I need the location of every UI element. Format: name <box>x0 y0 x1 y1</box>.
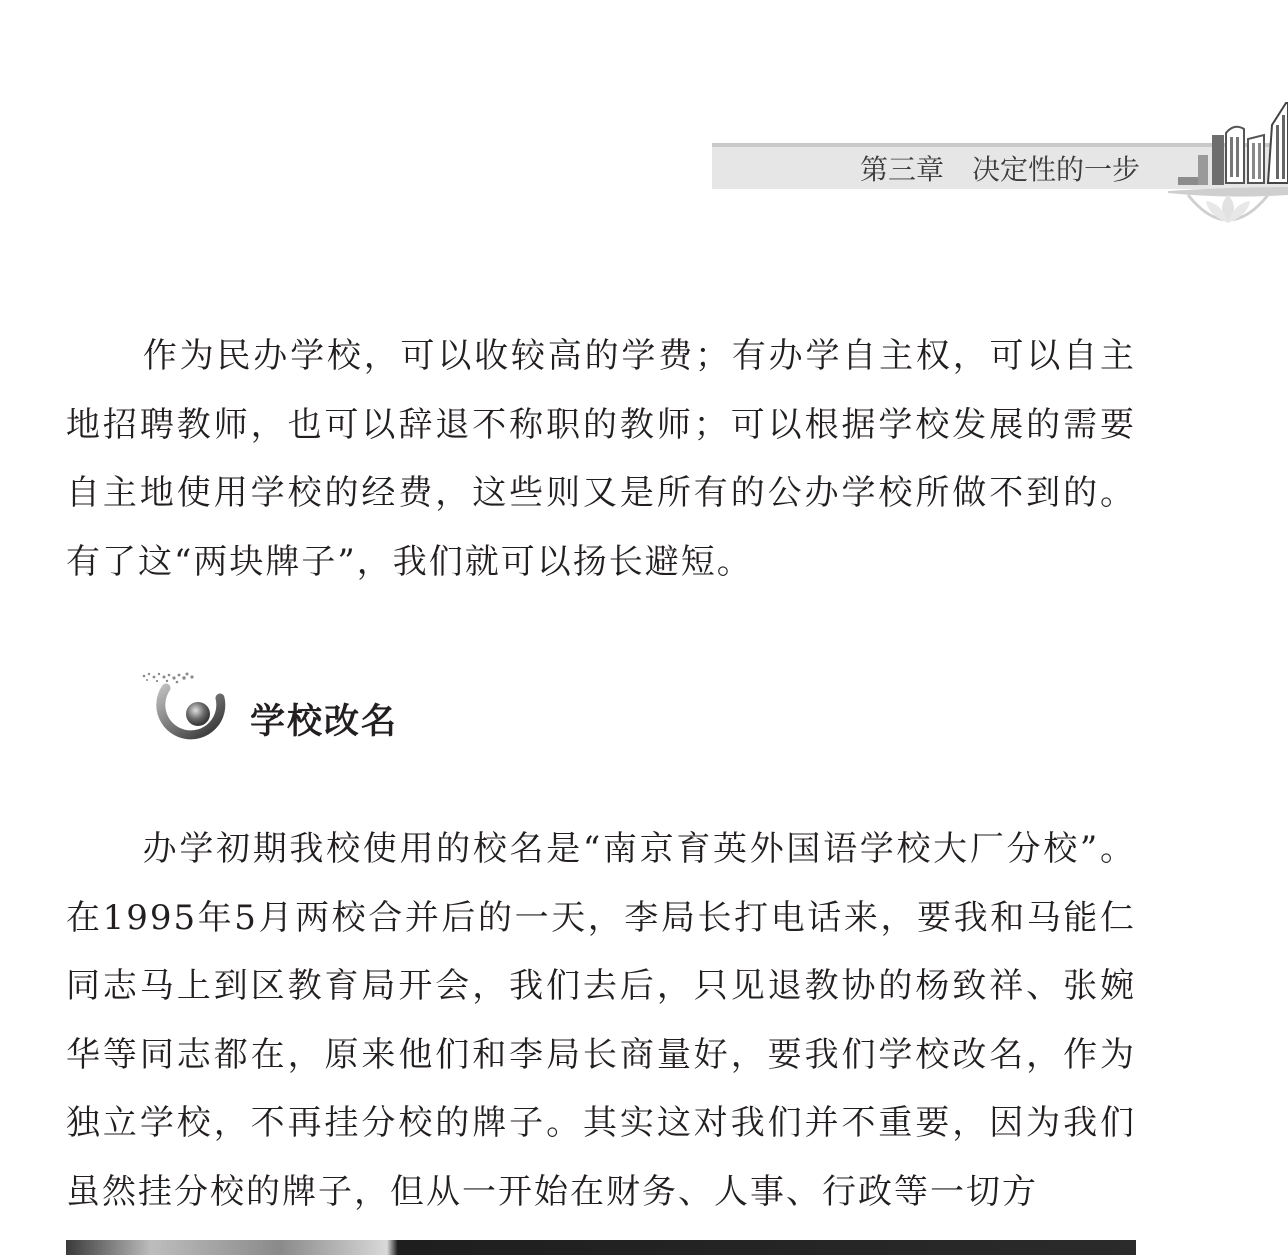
section-title: 学校改名 <box>250 701 399 742</box>
paragraph-1 <box>66 322 1136 596</box>
photo-strip <box>66 1240 1136 1255</box>
paragraph-2-text: 办学初期我校使用的校名是“南京育英外国语学校大厂分校”。在1995年5月两校合并后的一天，李局长打电话来，要我和马能仁同志马上到区教育局开会，我们去后，只见退教协的杨致祥、张婉华等同志都在，原来他们和李局长商量好，要我们学校改名，作为独立学校，不再挂分校的牌子。其实这对我们并不重要，因为我们虽然挂分校的牌子，但从一开始在财务、人事、行政等一切方 <box>66 829 1136 1212</box>
paragraph-2 <box>66 815 1136 1226</box>
paragraph-1-text: 作为民办学校，可以收较高的学费；有办学自主权，可以自主地招聘教师，也可以辞退不称职的教师；可以根据学校发展的需要自主地使用学校的经费，这些则又是所有的公办学校所做不到的。有了这“两块牌子”，我们就可以扬长避短。 <box>66 336 1136 582</box>
circle-swoosh-icon <box>140 668 232 748</box>
chapter-title: 第三章 决定性的一步 <box>860 153 1141 186</box>
city-skyline-icon <box>1168 95 1288 235</box>
